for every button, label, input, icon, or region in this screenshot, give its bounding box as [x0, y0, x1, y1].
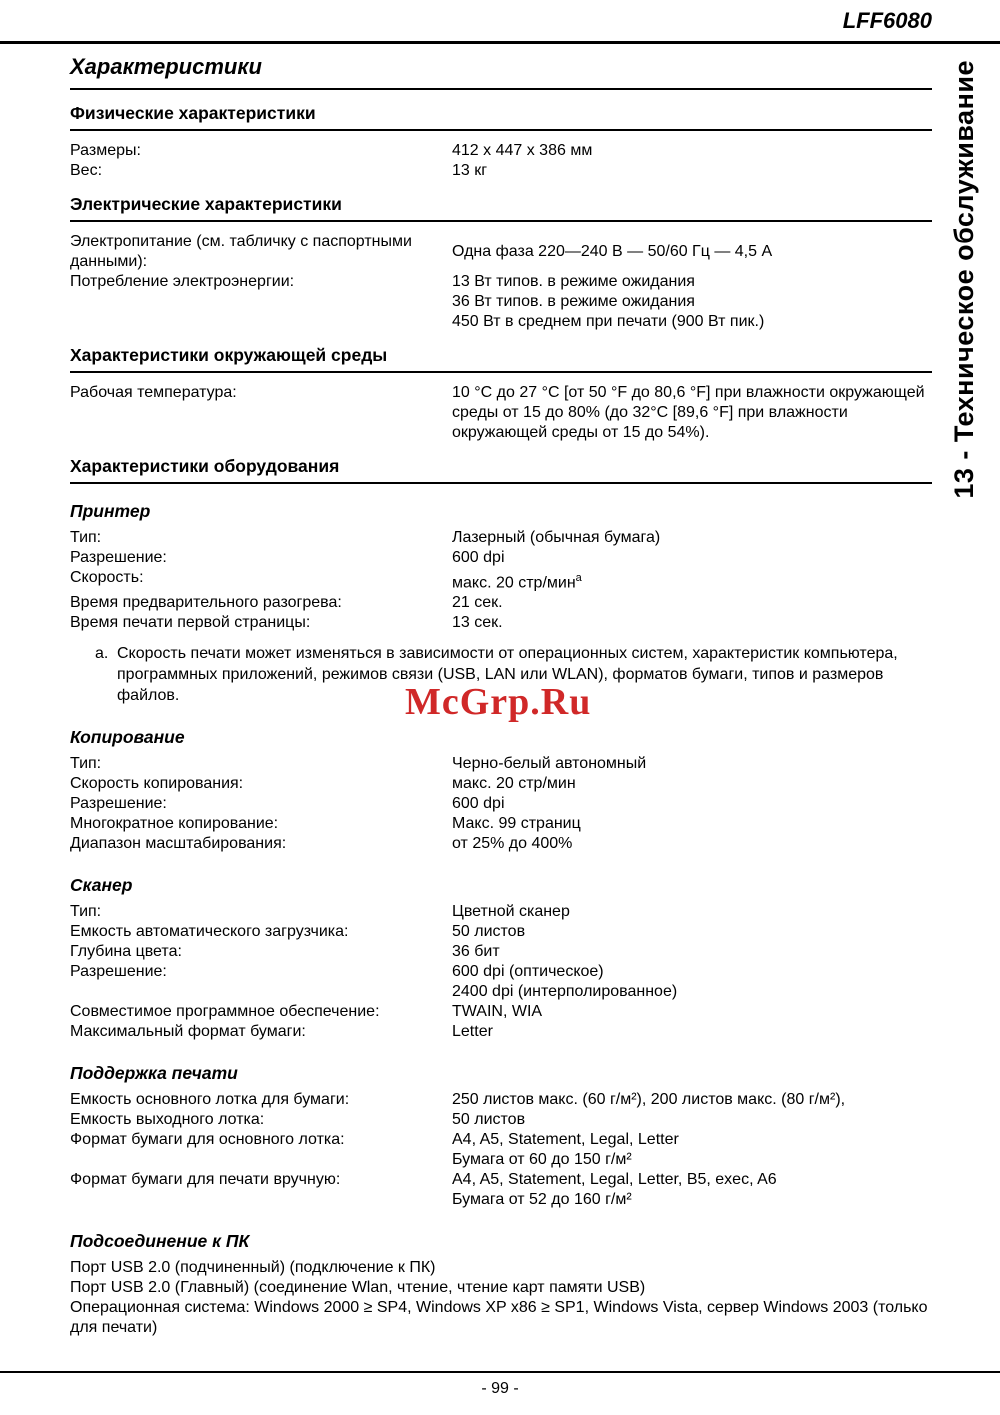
spec-value: Одна фаза 220—240 В — 50/60 Гц — 4,5 А	[452, 243, 773, 260]
header-rule	[0, 41, 1000, 44]
subsection-heading-copying: Копирование	[70, 727, 185, 748]
spec-row-printer-warmup-time	[70, 593, 932, 613]
spec-row-power-supply	[70, 232, 932, 272]
subsection-heading-pc-connection: Подсоединение к ПК	[70, 1231, 250, 1252]
spec-label: Вес:	[70, 162, 103, 179]
spec-row-manual-paper-format	[70, 1170, 932, 1210]
spec-label: Разрешение:	[70, 795, 167, 813]
spec-value-line: Бумага от 52 до 160 г/м²	[452, 1191, 632, 1209]
spec-row-printer-speed	[70, 568, 932, 593]
spec-value: от 25% до 400%	[452, 835, 573, 853]
spec-row-scanner-type	[70, 902, 932, 922]
spec-value-line: A4, A5, Statement, Legal, Letter	[452, 1131, 679, 1149]
spec-label: Емкость автоматического загрузчика:	[70, 923, 349, 941]
spec-row-main-tray-capacity	[70, 1090, 932, 1110]
page-title: Характеристики	[70, 54, 932, 90]
spec-label: Емкость выходного лотка:	[70, 1111, 265, 1129]
spec-value	[452, 1170, 932, 1210]
spec-row-scanner-software	[70, 1002, 932, 1022]
spec-value: макс. 20 стр/мин	[452, 775, 576, 793]
spec-value: 21 сек.	[452, 594, 503, 612]
spec-label: Размеры:	[70, 142, 141, 159]
spec-label: Время предварительного разогрева:	[70, 594, 342, 612]
spec-row-operating-temperature	[70, 383, 932, 443]
spec-label: Скорость:	[70, 569, 144, 586]
spec-row-scanner-adf-capacity	[70, 922, 932, 942]
spec-label: Глубина цвета:	[70, 943, 182, 961]
spec-row-power-consumption	[70, 272, 932, 332]
spec-value: 250 листов макс. (60 г/м²), 200 листов макс. (80 г/м²),	[452, 1091, 846, 1109]
spec-label: Рабочая температура:	[70, 384, 237, 401]
spec-value-line: 450 Вт в среднем при печати (900 Вт пик.)	[452, 313, 765, 330]
section-heading-electrical: Электрические характеристики	[70, 193, 932, 222]
spec-value	[452, 272, 932, 332]
spec-row-copy-multiple	[70, 814, 932, 834]
spec-row-scanner-color-depth	[70, 942, 932, 962]
spec-value: 10 °C до 27 °C [от 50 °F до 80,6 °F] при влажности окружающей среды от 15 до 80% (до 32°C [89,6 °F] при влажности окружающей среды от 15 до 54%).	[452, 384, 925, 441]
chapter-sidebar-label: 13 - Техническое обслуживание	[949, 60, 979, 499]
footnote-text: Скорость печати может изменяться в зависимости от операционных систем, характеристик компьютера, программных приложений, режимов связи (USB, LAN или WLAN), форматов бумаги, типов и размеров файлов.	[117, 645, 898, 705]
spec-row-printer-resolution	[70, 548, 932, 568]
spec-label: Потребление электроэнергии:	[70, 273, 295, 290]
spec-row-printer-first-page-time	[70, 613, 932, 633]
spec-value	[452, 962, 932, 1002]
spec-value: 13 кг	[452, 162, 488, 179]
spec-label: Электропитание (см. табличку с паспортными данными):	[70, 233, 412, 270]
spec-value-line: 600 dpi (оптическое)	[452, 963, 604, 981]
spec-label: Разрешение:	[70, 963, 167, 981]
paragraph: Порт USB 2.0 (Главный) (соединение Wlan, чтение, чтение карт памяти USB)	[70, 1279, 646, 1297]
section-heading-equipment: Характеристики оборудования	[70, 455, 932, 484]
section-heading-physical: Физические характеристики	[70, 102, 932, 131]
spec-label: Разрешение:	[70, 549, 167, 566]
spec-label: Время печати первой страницы:	[70, 614, 311, 632]
spec-label: Формат бумаги для основного лотка:	[70, 1131, 345, 1149]
spec-value	[452, 1130, 932, 1170]
spec-value: 50 листов	[452, 923, 526, 941]
spec-value: 13 сек.	[452, 614, 503, 632]
paragraph: Операционная система: Windows 2000 ≥ SP4, Windows XP x86 ≥ SP1, Windows Vista, сервер Windows 2003 (только для печати)	[70, 1299, 928, 1337]
spec-row-scanner-max-paper	[70, 1022, 932, 1042]
spec-label: Тип:	[70, 755, 102, 773]
spec-value: 600 dpi	[452, 549, 505, 566]
subsection-heading-print-support: Поддержка печати	[70, 1063, 238, 1084]
spec-label: Тип:	[70, 529, 102, 546]
spec-value: 412 x 447 x 386 мм	[452, 142, 593, 159]
spec-value: Letter	[452, 1023, 493, 1041]
spec-value: TWAIN, WIA	[452, 1003, 543, 1021]
spec-value-line: 13 Вт типов. в режиме ожидания	[452, 273, 695, 290]
spec-value: 600 dpi	[452, 795, 505, 813]
section-heading-environment: Характеристики окружающей среды	[70, 344, 932, 373]
spec-value: Черно-белый автономный	[452, 755, 647, 773]
spec-row-dimensions	[70, 141, 932, 161]
spec-label: Формат бумаги для печати вручную:	[70, 1171, 341, 1189]
paragraph: Порт USB 2.0 (подчиненный) (подключение к ПК)	[70, 1259, 436, 1277]
spec-value-line: 36 Вт типов. в режиме ожидания	[452, 293, 695, 310]
spec-label: Многократное копирование:	[70, 815, 279, 833]
spec-label: Максимальный формат бумаги:	[70, 1023, 306, 1041]
spec-row-main-tray-paper-format	[70, 1130, 932, 1170]
page-number: - 99 -	[481, 1380, 519, 1397]
model-label: LFF6080	[842, 8, 932, 33]
spec-label: Тип:	[70, 903, 102, 921]
spec-value: Лазерный (обычная бумага)	[452, 529, 661, 546]
spec-value-text: макс. 20 стр/мин	[452, 574, 576, 592]
spec-label: Совместимое программное обеспечение:	[70, 1003, 380, 1021]
footnote-marker: a.	[95, 645, 109, 663]
spec-value: Макс. 99 страниц	[452, 815, 581, 833]
subsection-heading-printer: Принтер	[70, 501, 151, 521]
spec-label: Диапазон масштабирования:	[70, 835, 287, 853]
footer-rule	[0, 1371, 1000, 1373]
footnote-reference: a	[575, 572, 582, 584]
spec-value: 50 листов	[452, 1111, 526, 1129]
spec-value-line: 2400 dpi (интерполированное)	[452, 983, 678, 1001]
spec-row-printer-type	[70, 528, 932, 548]
spec-row-copy-resolution	[70, 794, 932, 814]
spec-row-weight	[70, 161, 932, 181]
spec-row-scanner-resolution	[70, 962, 932, 1002]
subsection-heading-scanner: Сканер	[70, 875, 133, 896]
spec-row-output-tray-capacity	[70, 1110, 932, 1130]
spec-value-line: A4, A5, Statement, Legal, Letter, B5, exec, A6	[452, 1171, 777, 1189]
spec-value: 36 бит	[452, 943, 500, 961]
watermark-text: McGrp.Ru	[405, 681, 592, 723]
spec-label: Скорость копирования:	[70, 775, 244, 793]
spec-label: Емкость основного лотка для бумаги:	[70, 1091, 350, 1109]
spec-row-copy-type	[70, 754, 932, 774]
spec-row-copy-zoom-range	[70, 834, 932, 854]
spec-value: Цветной сканер	[452, 903, 570, 921]
spec-row-copy-speed	[70, 774, 932, 794]
spec-value-line: Бумага от 60 до 150 г/м²	[452, 1151, 632, 1169]
spec-value	[452, 568, 932, 593]
pc-connection-paragraphs	[70, 1258, 932, 1338]
